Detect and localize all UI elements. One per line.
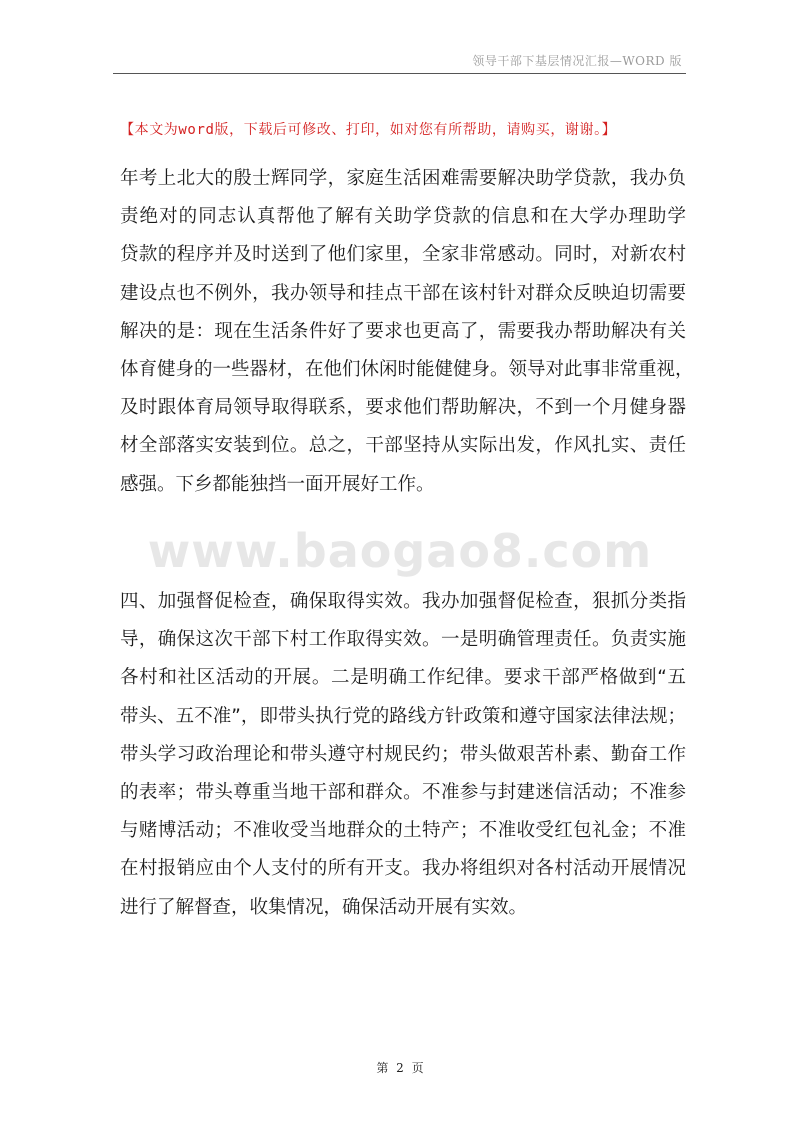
- paragraph-line: 带头、五不准”，即带头执行党的路线方针政策和遵守国家法律法规；: [120, 705, 686, 727]
- paragraph-line: 导，确保这次干部下村工作取得实效。一是明确管理责任。负责实施: [120, 629, 686, 651]
- paragraph-line: 年考上北大的殷士辉同学，家庭生活困难需要解决助学贷款，我办负: [120, 168, 686, 189]
- paragraph-line: 各村和社区活动的开展。二是明确工作纪律。要求干部严格做到“五: [120, 667, 686, 689]
- paragraph-line: 带头学习政治理论和带头遵守村规民约；带头做艰苦朴素、勤奋工作: [120, 743, 686, 765]
- paragraph-line: 体育健身的一些器材，在他们休闲时能健健身。领导对此事非常重视，: [120, 359, 694, 381]
- download-notice: 【本文为word版，下载后可修改、打印，如对您有所帮助，请购买，谢谢。】: [120, 122, 617, 138]
- page-number: 2: [396, 1061, 404, 1075]
- watermark-text: www.baogao8.com: [147, 524, 653, 578]
- running-header-title: 领导干部下基层情况汇报—WORD 版: [472, 54, 682, 68]
- paragraph-line: 四、加强督促检查，确保取得实效。我办加强督促检查，狠抓分类指: [120, 591, 686, 612]
- page-footer: [0, 1059, 800, 1076]
- paragraph-line: 与赌博活动；不准收受当地群众的土特产；不准收受红包礼金；不准: [120, 820, 686, 842]
- paragraph-line: 在村报销应由个人支付的所有开支。我办将组织对各村活动开展情况: [120, 858, 686, 880]
- paragraph-line: 及时跟体育局领导取得联系，要求他们帮助解决，不到一个月健身器: [120, 397, 686, 419]
- paragraph-line: 的表率；带头尊重当地干部和群众。不准参与封建迷信活动；不准参: [120, 782, 686, 804]
- paragraph-line: 进行了解督查，收集情况，确保活动开展有实效。: [120, 896, 528, 918]
- paragraph-line: 建设点也不例外，我办领导和挂点干部在该村针对群众反映迫切需要: [120, 282, 686, 304]
- body-paragraph-1: [120, 160, 694, 504]
- paragraph-line: 材全部落实安装到位。总之，干部坚持从实际出发，作风扎实、责任: [120, 435, 686, 457]
- body-paragraph-2: [120, 583, 686, 927]
- page-label-suffix: 页: [411, 1061, 424, 1075]
- paragraph-line: 责绝对的同志认真帮他了解有关助学贷款的信息和在大学办理助学: [120, 206, 686, 228]
- paragraph-line: 感强。下乡都能独挡一面开展好工作。: [120, 473, 435, 495]
- paragraph-line: 解决的是：现在生活条件好了要求也更高了，需要我办帮助解决有关: [120, 320, 686, 342]
- paragraph-line: 贷款的程序并及时送到了他们家里，全家非常感动。同时，对新农村: [120, 244, 686, 266]
- page-label-prefix: 第: [376, 1061, 389, 1075]
- header-rule: [113, 73, 686, 74]
